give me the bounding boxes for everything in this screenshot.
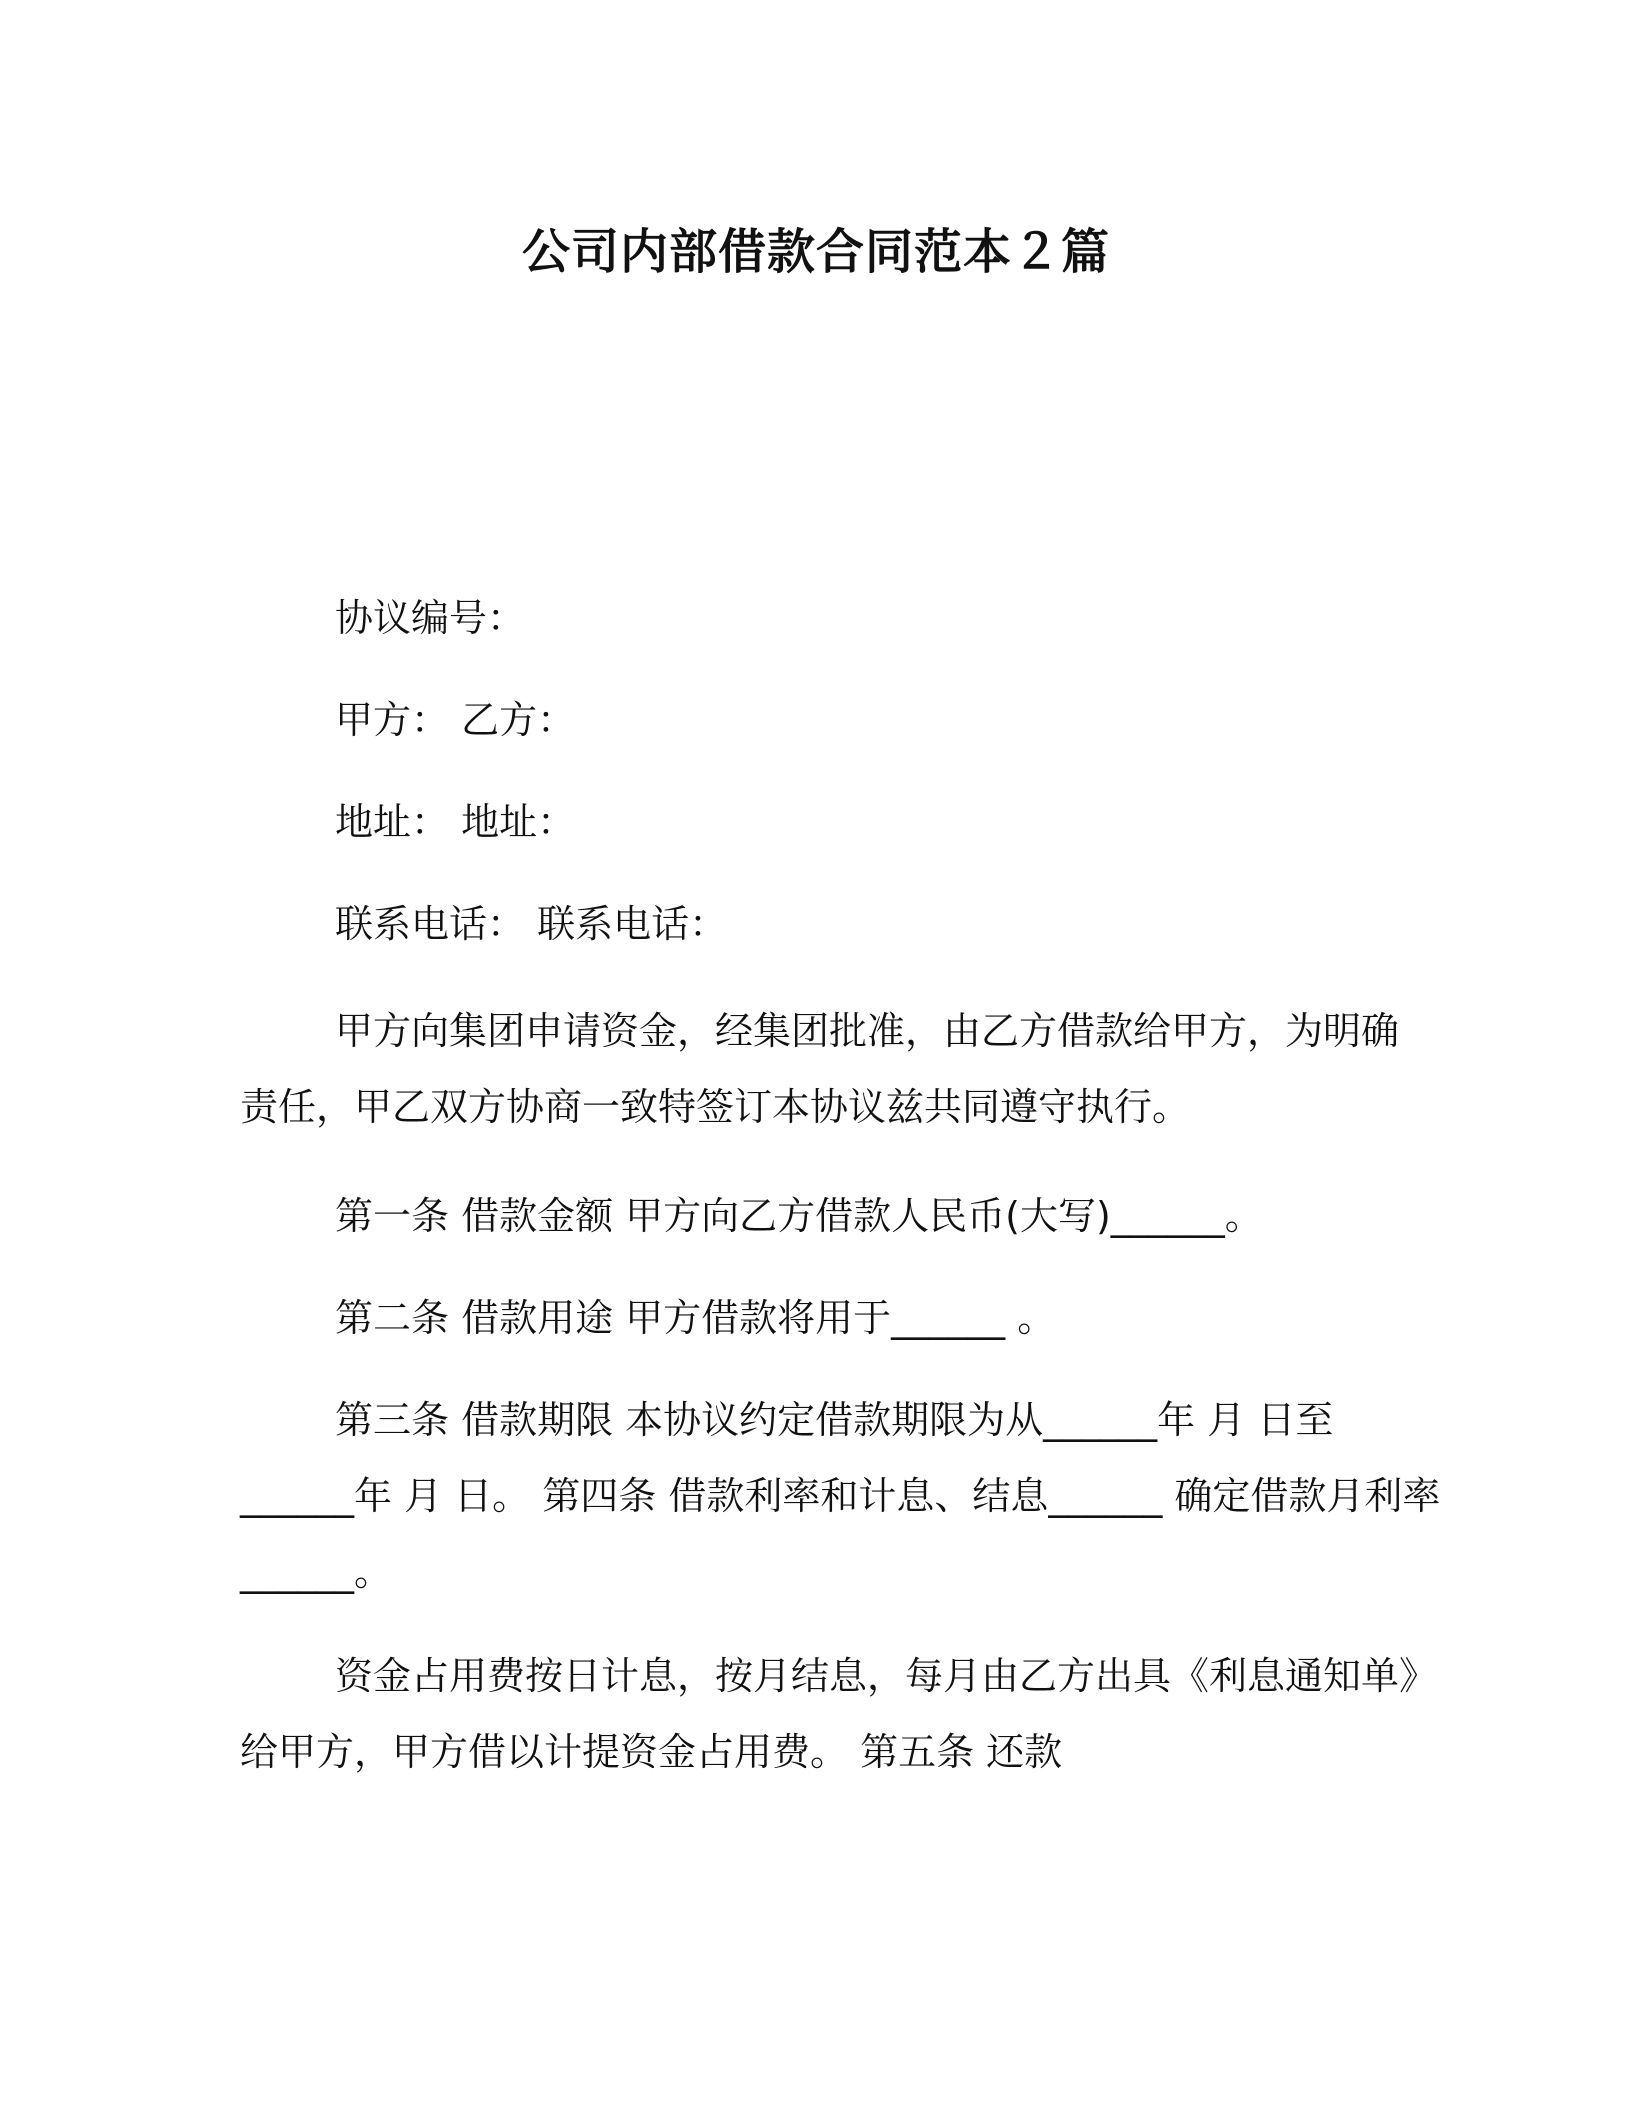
phone-field: 联系电话： 联系电话： bbox=[335, 902, 728, 946]
parties-field: 甲方： 乙方： bbox=[335, 698, 576, 742]
document-title: 公司内部借款合同范本２篇 bbox=[521, 224, 1110, 280]
intro-line-1: 甲方向集团申请资金，经集团批准，由乙方借款给甲方，为明确 bbox=[335, 1009, 1400, 1053]
address-field: 地址： 地址： bbox=[335, 800, 576, 844]
interest-line-2: 给甲方，甲方借以计提资金占用费。 第五条 还款 bbox=[240, 1730, 1063, 1774]
intro-paragraph bbox=[240, 993, 1400, 1145]
article-1-paragraph: 第一条 借款金额 甲方向乙方借款人民币(大写)______。 bbox=[335, 1194, 1263, 1238]
article-2-paragraph: 第二条 借款用途 甲方借款将用于______ 。 bbox=[335, 1296, 1056, 1340]
interest-paragraph bbox=[240, 1638, 1438, 1790]
article-3-line-2: ______年 月 日。 第四条 借款利率和计息、结息______ 确定借款月利率 bbox=[240, 1474, 1441, 1518]
interest-line-1: 资金占用费按日计息，按月结息，每月由乙方出具《利息通知单》 bbox=[335, 1654, 1438, 1698]
article-3-line-1: 第三条 借款期限 本协议约定借款期限为从______年 月 日至 bbox=[335, 1398, 1334, 1442]
article-3-paragraph bbox=[240, 1382, 1441, 1610]
intro-line-2: 责任，甲乙双方协商一致特签订本协议兹共同遵守执行。 bbox=[240, 1085, 1191, 1129]
agreement-number-field: 协议编号： bbox=[335, 596, 526, 640]
article-3-line-3: ______。 bbox=[240, 1550, 393, 1594]
